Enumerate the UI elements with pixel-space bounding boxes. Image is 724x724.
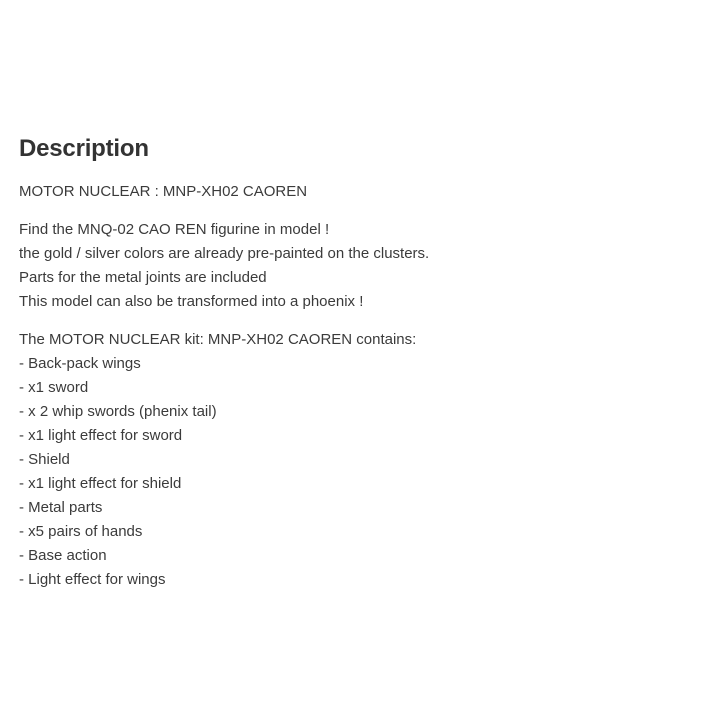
intro-line: Find the MNQ-02 CAO REN figurine in model ! xyxy=(19,221,330,238)
list-item: - Shield xyxy=(19,451,70,468)
intro-line: This model can also be transformed into a phoenix ! xyxy=(19,293,364,310)
intro-line: the gold / silver colors are already pre-painted on the clusters. xyxy=(19,245,430,262)
list-item: - x1 light effect for sword xyxy=(19,427,183,444)
intro-line: Parts for the metal joints are included xyxy=(19,269,267,286)
list-item: - x 2 whip swords (phenix tail) xyxy=(19,403,217,420)
description-section xyxy=(19,132,709,592)
list-item: - Base action xyxy=(19,547,107,564)
list-item: - Metal parts xyxy=(19,499,103,516)
list-item: - Back-pack wings xyxy=(19,355,141,372)
intro-paragraph xyxy=(19,218,709,314)
product-subtitle: MOTOR NUCLEAR : MNP-XH02 CAOREN xyxy=(19,183,308,200)
list-item: - Light effect for wings xyxy=(19,571,166,588)
description-heading: Description xyxy=(19,135,149,162)
contents-title: The MOTOR NUCLEAR kit: MNP-XH02 CAOREN contains: xyxy=(19,331,417,348)
list-item: - x1 light effect for shield xyxy=(19,475,182,492)
contents-paragraph xyxy=(19,328,709,592)
list-item: - x1 sword xyxy=(19,379,89,396)
list-item: - x5 pairs of hands xyxy=(19,523,143,540)
